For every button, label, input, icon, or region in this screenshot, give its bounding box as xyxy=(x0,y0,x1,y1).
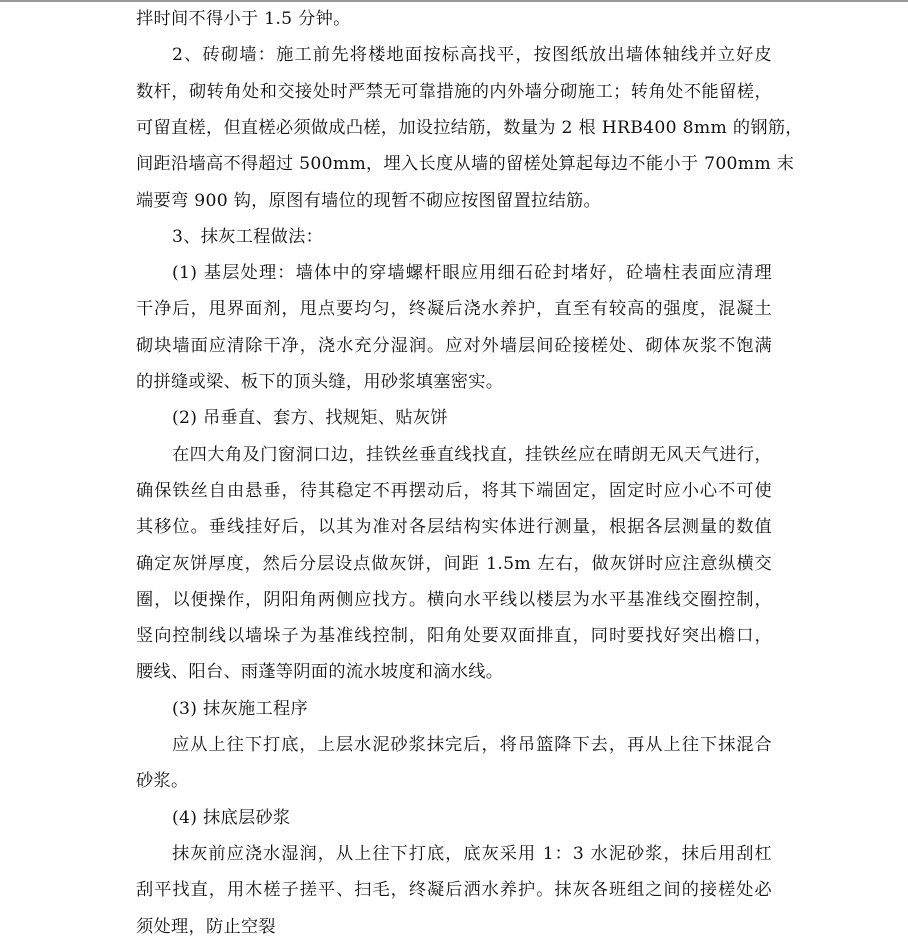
text-line: 圈，以便操作，阴阳角两侧应找方。横向水平线以楼层为水平基准线交圈控制， xyxy=(136,589,772,610)
text-line: 间距沿墙高不得超过 500mm，埋入长度从墙的留槎处算起每边不能小于 700mm 末 xyxy=(136,154,795,175)
text-line: 在四大角及门窗洞口边，挂铁丝垂直线找直，挂铁丝应在晴朗无风天气进行， xyxy=(172,444,772,465)
text-line: 其移位。垂线挂好后，以其为准对各层结构实体进行测量，根据各层测量的数值 xyxy=(136,517,772,538)
text-line: (1) 基层处理：墙体中的穿墙螺杆眼应用细石砼封堵好，砼墙柱表面应清理 xyxy=(172,263,772,284)
text-line: (3) 抹灰施工程序 xyxy=(172,698,308,719)
top-border xyxy=(0,0,908,2)
text-line: 数杆，砌转角处和交接处时严禁无可靠措施的内外墙分砌施工；转角处不能留槎， xyxy=(136,81,772,102)
text-line: 2、砖砌墙：施工前先将楼地面按标高找平，按图纸放出墙体轴线并立好皮 xyxy=(172,45,772,66)
text-line: 应从上往下打底，上层水泥砂浆抹完后，将吊篮降下去，再从上往下抹混合 xyxy=(172,735,772,755)
text-line: 确定灰饼厚度，然后分层设点做灰饼，间距 1.5m 左右，做灰饼时应注意纵横交 xyxy=(136,553,772,574)
text-line: (2) 吊垂直、套方、找规矩、贴灰饼 xyxy=(172,408,448,429)
text-line: 3、抹灰工程做法： xyxy=(172,226,324,247)
text-line: 须处理，防止空裂 xyxy=(136,916,276,937)
text-line: 竖向控制线以墙垛子为基准线控制，阳角处要双面排直，同时要找好突出檐口， xyxy=(136,626,772,647)
text-line: 腰线、阳台、雨蓬等阴面的流水坡度和滴水线。 xyxy=(136,662,504,683)
text-line: 抹灰前应浇水湿润，从上往下打底，底灰采用 1：3 水泥砂浆，抹后用刮杠 xyxy=(172,843,772,864)
text-line: 可留直槎，但直槎必须做成凸槎，加设拉结筋，数量为 2 根 HRB400 8mm 的钢筋， xyxy=(136,117,803,138)
text-line: 砌块墙面应清除干净，浇水充分湿润。应对外墙层间砼接槎处、砌体灰浆不饱满 xyxy=(136,335,772,356)
text-line: 拌时间不得小于 1.5 分钟。 xyxy=(136,9,351,29)
text-line: (4) 抹底层砂浆 xyxy=(172,807,291,828)
text-line: 砂浆。 xyxy=(136,771,189,792)
text-line: 干净后，甩界面剂，甩点要均匀，终凝后浇水养护，直至有较高的强度，混凝土 xyxy=(136,299,772,320)
text-line: 确保铁丝自由悬垂，待其稳定不再摆动后，将其下端固定，固定时应小心不可使 xyxy=(136,480,772,501)
text-line: 端要弯 900 钩，原图有墙位的现暂不砌应按图留置拉结筋。 xyxy=(136,190,601,211)
text-line: 的拼缝或梁、板下的顶头缝，用砂浆填塞密实。 xyxy=(136,372,504,392)
text-line: 刮平找直，用木槎子搓平、扫毛，终凝后洒水养护。抹灰各班组之间的接槎处必 xyxy=(136,880,772,901)
